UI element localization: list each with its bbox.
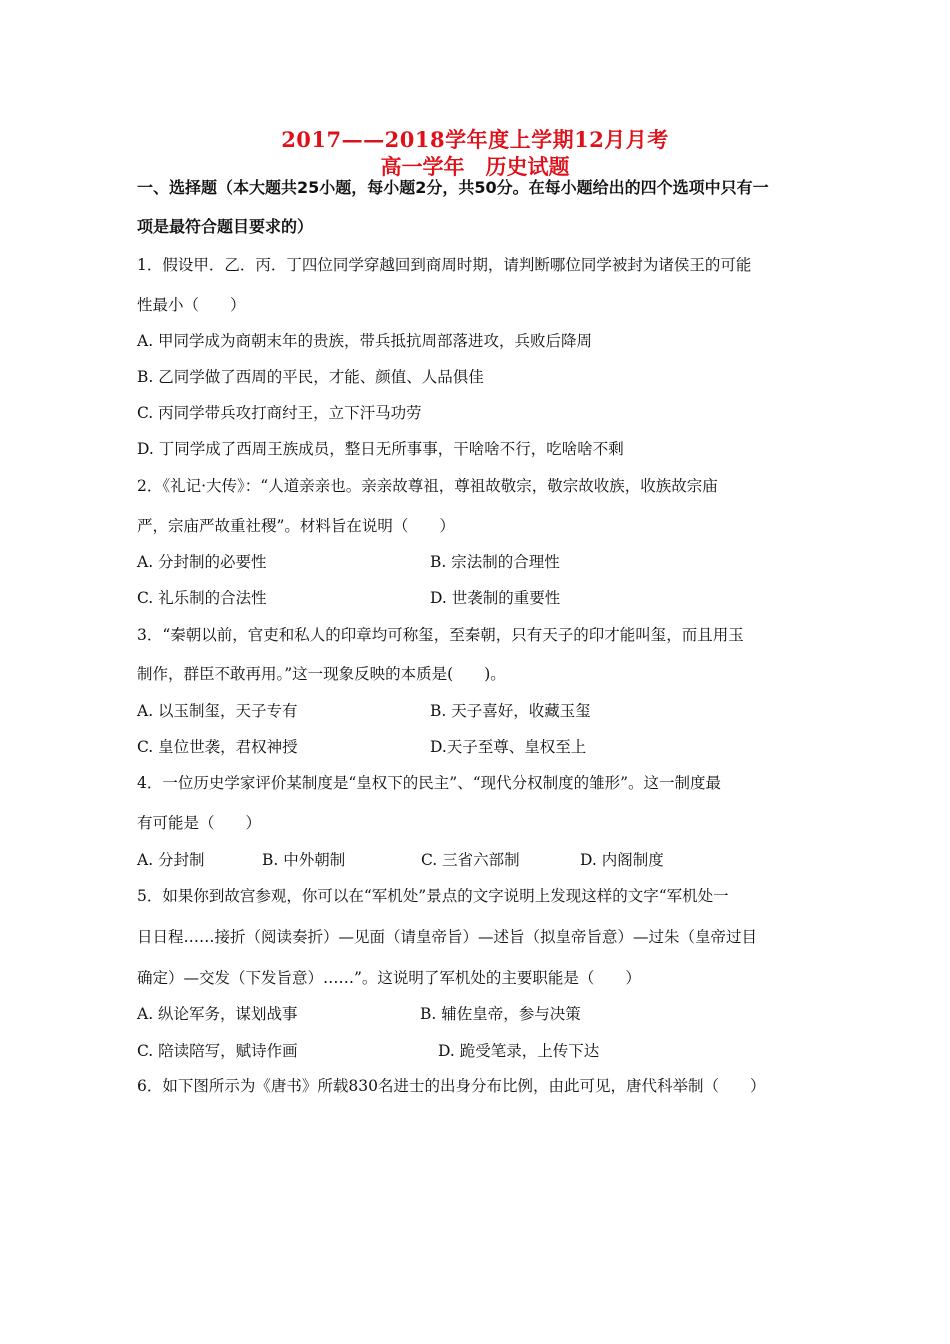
section-heading-line1: 一、选择题（本大题共25小题，每小题2分，共50分。在每小题给出的四个选项中只有一 bbox=[137, 178, 769, 197]
q1-stem-line1: 1．假设甲．乙．丙．丁四位同学穿越回到商周时期，请判断哪位同学被封为诸侯王的可能 bbox=[137, 256, 752, 274]
q3-option-c: C. 皇位世袭，君权神授 bbox=[137, 738, 298, 756]
q2-stem-line2: 严，宗庙严故重社稷”。材料旨在说明（ ） bbox=[137, 517, 455, 535]
exam-title-line2: 高一学年 历史试题 bbox=[380, 154, 570, 179]
q4-stem-line1: 4．一位历史学家评价某制度是“皇权下的民主”、“现代分权制度的雏形”。这一制度最 bbox=[137, 774, 722, 792]
q5-option-c: C. 陪读陪写，赋诗作画 bbox=[137, 1042, 298, 1060]
q5-option-b: B. 辅佐皇帝，参与决策 bbox=[420, 1005, 581, 1023]
q3-stem-line1: 3．“秦朝以前，官吏和私人的印章均可称玺，至秦朝，只有天子的印才能叫玺，而且用玉 bbox=[137, 626, 744, 644]
q5-stem-line3: 确定）—交发（下发旨意）……”。这说明了军机处的主要职能是（ ） bbox=[137, 969, 641, 987]
q4-option-b: B. 中外朝制 bbox=[262, 851, 346, 869]
q2-option-c: C. 礼乐制的合法性 bbox=[137, 589, 267, 607]
q5-option-d: D. 跪受笔录，上传下达 bbox=[438, 1042, 600, 1060]
q5-option-a: A. 纵论军务，谋划战事 bbox=[137, 1005, 298, 1023]
q1-option-d: D. 丁同学成了西周王族成员，整日无所事事，干啥啥不行，吃啥啥不剩 bbox=[137, 440, 624, 458]
exam-title-line1: 2017——2018学年度上学期12月月考 bbox=[281, 127, 669, 152]
q1-option-b: B. 乙同学做了西周的平民，才能、颜值、人品俱佳 bbox=[137, 368, 484, 386]
q3-option-b: B. 天子喜好，收藏玉玺 bbox=[430, 702, 591, 720]
q2-option-b: B. 宗法制的合理性 bbox=[430, 553, 560, 571]
q4-option-d: D. 内阁制度 bbox=[580, 851, 664, 869]
q6-stem-line1: 6．如下图所示为《唐书》所载830名进士的出身分布比例，由此可见，唐代科举制（ ） bbox=[137, 1077, 766, 1095]
q1-stem-line2: 性最小（ ） bbox=[137, 296, 246, 314]
q3-option-d: D.天子至尊、皇权至上 bbox=[430, 738, 587, 756]
q1-option-c: C. 丙同学带兵攻打商纣王，立下汗马功劳 bbox=[137, 404, 422, 422]
q2-option-a: A. 分封制的必要性 bbox=[137, 553, 267, 571]
q5-stem-line1: 5．如果你到故宫参观，你可以在“军机处”景点的文字说明上发现这样的文字“军机处一 bbox=[137, 887, 729, 905]
q1-option-a: A. 甲同学成为商朝末年的贵族，带兵抵抗周部落进攻，兵败后降周 bbox=[137, 332, 593, 350]
q3-stem-line2: 制作，群臣不敢再用。”这一现象反映的本质是( )。 bbox=[137, 665, 506, 683]
section-heading-line2: 项是最符合题目要求的） bbox=[137, 217, 314, 236]
q2-stem-line1: 2．《礼记·大传》：“人道亲亲也。亲亲故尊祖，尊祖故敬宗，敬宗故收族，收族故宗庙 bbox=[137, 477, 718, 495]
q4-option-a: A. 分封制 bbox=[137, 851, 205, 869]
q2-option-d: D. 世袭制的重要性 bbox=[430, 589, 561, 607]
q4-stem-line2: 有可能是（ ） bbox=[137, 814, 262, 832]
q4-option-c: C. 三省六部制 bbox=[421, 851, 520, 869]
q5-stem-line2: 日日程……接折（阅读奏折）—见面（请皇帝旨）—述旨（拟皇帝旨意）—过朱（皇帝过目 bbox=[137, 928, 758, 946]
q3-option-a: A. 以玉制玺，天子专有 bbox=[137, 702, 298, 720]
